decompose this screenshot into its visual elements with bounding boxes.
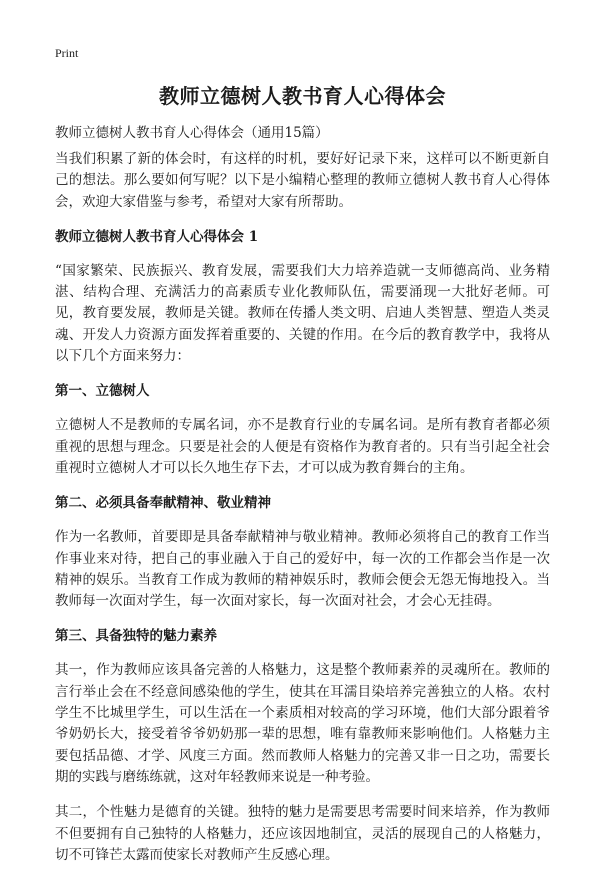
article-intro-paragraph: “国家繁荣、民族振兴、教育发展，需要我们大力培养造就一支师德高尚、业务精湛、结构合理、充满活力的高素质专业化教师队伍，需要涌现一大批好老师。可见，教育要发展，教师是关键。教师在传播人类文明、启迪人类智慧、塑造人类灵魂、开发人力资源方面发挥着重要的、关键的作用。在今后的教育教学中，我将从以下几个方面来努力： bbox=[55, 262, 550, 365]
section-heading-3: 第三、具备独特的魅力素养 bbox=[55, 628, 217, 645]
section-3-paragraph-1: 其一，作为教师应该具备完善的人格魅力，这是整个教师素养的灵魂所在。教师的言行举止会在不经意间感染他的学生，使其在耳濡目染培养完善独立的人格。农村学生不比城里学生，可以生活在一个素质相对较高的学习环境，他们大部分跟着爷爷奶奶长大，接受着爷爷奶奶那一辈的思想，唯有靠教师来影响他们。人格魅力主要包括品德、才学、风度三方面。然而教师人格魅力的完善又非一日之功，需要长期的实践与磨练练就，这对年轻教师来说是一种考验。 bbox=[55, 662, 550, 785]
document-subtitle: 教师立德树人教书育人心得体会（通用15篇） bbox=[55, 125, 329, 141]
article-heading: 教师立德树人教书育人心得体会 1 bbox=[55, 228, 259, 245]
section-heading-1: 第一、立德树人 bbox=[55, 383, 150, 400]
section-heading-2: 第二、必须具备奉献精神、敬业精神 bbox=[55, 495, 271, 512]
print-link[interactable]: Print bbox=[55, 46, 79, 60]
page-title: 教师立德树人教书育人心得体会 bbox=[159, 84, 446, 108]
section-3-paragraph-2: 其二，个性魅力是德育的关键。独特的魅力是需要思考需要时间来培养，作为教师不但要拥有自己独特的人格魅力，还应该因地制宜，灵活的展现自己的人格魅力，切不可锋芒太露而使家长对教师产生反感心理。 bbox=[55, 804, 550, 863]
section-2-paragraph-1: 作为一名教师，首要即是具备奉献精神与敬业精神。教师必须将自己的教育工作当作事业来对待，把自己的事业融入于自己的爱好中，每一次的工作都会当作是一次精神的娱乐。当教育工作成为教师的精神娱乐时，教师会便会无怨无悔地投入。当教师每一次面对学生，每一次面对家长，每一次面对社会，才会心无挂碍。 bbox=[55, 529, 550, 610]
section-1-paragraph-1: 立德树人不是教师的专属名词，亦不是教育行业的专属名词。是所有教育者都必须重视的思想与理念。只要是社会的人便是有资格作为教育者的。只有当引起全社会重视时立德树人才可以长久地生存下去，才可以成为教育舞台的主角。 bbox=[55, 417, 550, 476]
document-body bbox=[55, 149, 550, 880]
intro-paragraph: 当我们积累了新的体会时，有这样的时机，要好好记录下来，这样可以不断更新自己的想法。那么要如何写呢？以下是小编精心整理的教师立德树人教书育人心得体会，欢迎大家借鉴与参考，希望对大家有所帮助。 bbox=[55, 151, 550, 210]
